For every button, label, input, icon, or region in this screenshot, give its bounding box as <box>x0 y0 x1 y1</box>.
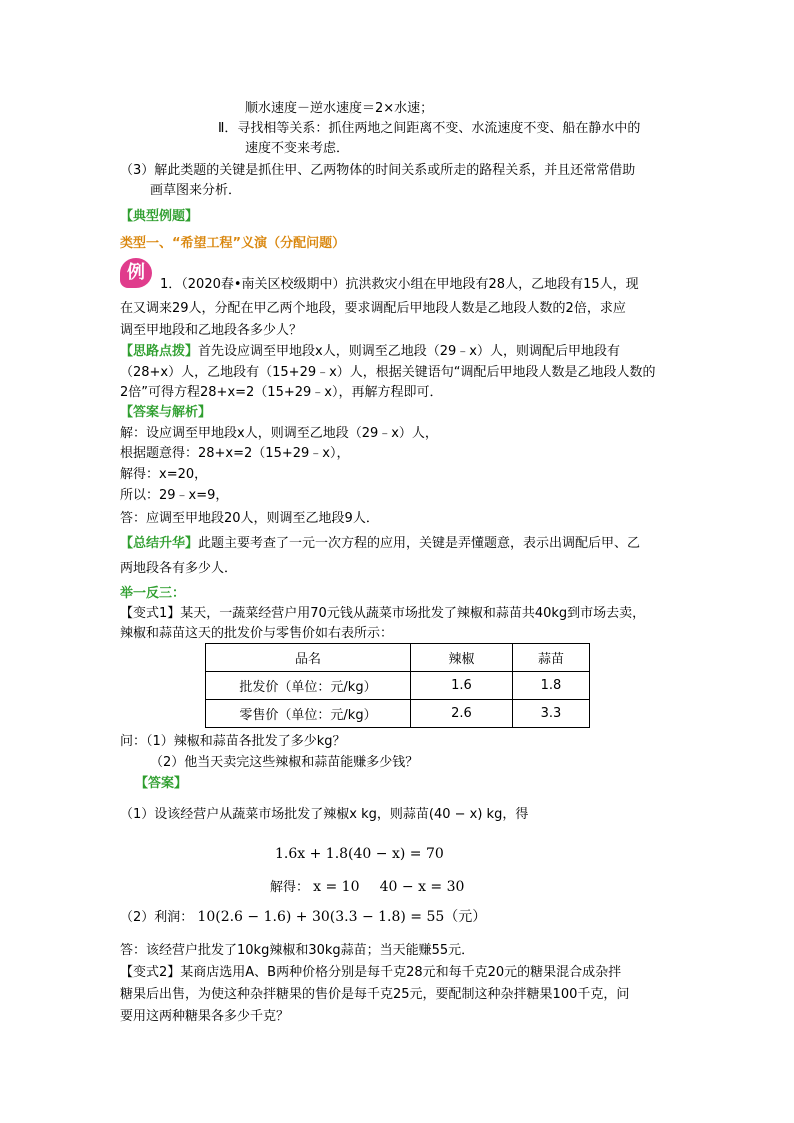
table-cell: 批发价（单位：元/kg） <box>206 672 411 700</box>
solution-line-1: 解：设应调至甲地段x人，则调至乙地段（29﹣x）人， <box>120 426 438 441</box>
variant1-question-2: （2）他当天卖完这些辣椒和蒜苗能赚多少钱？ <box>150 755 419 770</box>
variant1-question-1: 问：（1）辣椒和蒜苗各批发了多少kg？ <box>120 734 346 749</box>
table-cell: 零售价（单位：元/kg） <box>206 700 411 728</box>
table-cell: 1.8 <box>513 672 590 700</box>
summary-label: 【总结升华】 <box>120 536 199 551</box>
example-badge-icon: 例 <box>120 258 152 288</box>
intro-line-1: 顺水速度－逆水速度＝2×水速； <box>245 101 434 116</box>
section-title: 【典型例题】 <box>120 209 199 224</box>
table-header-cell: 蒜苗 <box>513 644 590 672</box>
hint-paragraph <box>120 343 620 361</box>
equation-2-x: x = 10 <box>313 879 360 895</box>
summary-line-1: 此题主要考查了一元一次方程的应用，关键是弄懂题意，表示出调配后甲、乙 <box>198 536 641 551</box>
intro-line-3: 速度不变来考虑． <box>245 141 350 156</box>
table-header-cell: 辣椒 <box>411 644 513 672</box>
equation-2-rest: 40 − x = 30 <box>379 879 465 895</box>
variant1-line-2: 辣椒和蒜苗这天的批发价与零售价如右表所示： <box>120 626 394 641</box>
table-cell: 1.6 <box>411 672 513 700</box>
variant2-line-1: 【变式2】某商店选用A、B两种价格分别是每千克28元和每千克20元的糖果混合成杂拌 <box>120 965 622 980</box>
summary-line-2: 两地段各有多少人． <box>120 561 238 576</box>
solution-line-2: 根据题意得：28+x=2（15+29﹣x）， <box>120 446 350 461</box>
table-cell: 3.3 <box>513 700 590 728</box>
hint-line-3: 2倍”可得方程28+x=2（15+29﹣x），再解方程即可． <box>120 385 443 400</box>
summary-paragraph <box>120 535 640 553</box>
table-header-cell: 品名 <box>206 644 411 672</box>
answer-label: 【答案与解析】 <box>120 405 212 420</box>
table-row <box>206 672 590 700</box>
example-line-1: 1．（2020春•南关区校级期中）抗洪救灾小组在甲地段有28人，乙地段有15人，现 <box>160 277 639 292</box>
example-line-3: 调至甲地段和乙地段各多少人？ <box>120 323 303 338</box>
hint-line-2: （28+x）人，乙地段有（15+29﹣x）人，根据关键语句“调配后甲地段人数是乙地段人数的 <box>120 365 656 380</box>
example-line-2: 在又调来29人，分配在甲乙两个地段，要求调配后甲地段人数是乙地段人数的2倍，求应 <box>120 301 626 316</box>
variant1-final-answer: 答：该经营户批发了10kg辣椒和30kg蒜苗；当天能赚55元． <box>120 943 475 958</box>
intro-line-4: （3）解此类题的关键是抓住甲、乙两物体的时间关系或所走的路程关系，并且还常常借助 <box>120 163 636 178</box>
solution-line-5: 答：应调至甲地段20人，则调至乙地段9人． <box>120 511 379 526</box>
variant1-answer-line-2 <box>120 908 486 927</box>
intro-line-5: 画草图来分析． <box>150 183 242 198</box>
variant1-answer-label: 【答案】 <box>135 776 188 791</box>
hint-label: 【思路点拨】 <box>120 344 199 359</box>
table-cell: 2.6 <box>411 700 513 728</box>
variant-header: 举一反三： <box>120 586 186 601</box>
equation-2-prefix: 解得： <box>270 880 310 895</box>
variant1-line-1: 【变式1】某天，一蔬菜经营户用70元钱从蔬菜市场批发了辣椒和蒜苗共40kg到市场去卖， <box>120 606 646 621</box>
solution-line-3: 解得：x=20， <box>120 467 208 482</box>
variant2-line-3: 要用这两种糖果各多少千克？ <box>120 1009 290 1024</box>
price-table <box>205 643 590 728</box>
variant1-answer-line-1: （1）设该经营户从蔬菜市场批发了辣椒x kg，则蒜苗(40 − x) kg，得 <box>120 807 529 822</box>
hint-line-1: 首先设应调至甲地段x人，则调至乙地段（29﹣x）人，则调配后甲地段有 <box>198 344 620 359</box>
table-row <box>206 700 590 728</box>
table-header-row <box>206 644 590 672</box>
intro-line-2: Ⅱ．寻找相等关系：抓住两地之间距离不变、水流速度不变、船在静水中的 <box>218 121 641 136</box>
equation-1: 1.6x + 1.8(40 − x) = 70 <box>275 846 444 862</box>
profit-prefix: （2）利润： <box>120 910 194 925</box>
profit-expression: 10(2.6 − 1.6) + 30(3.3 − 1.8) = 55（元） <box>197 909 487 925</box>
variant2-line-2: 糖果后出售，为使这种杂拌糖果的售价是每千克25元，要配制这种杂拌糖果100千克，问 <box>120 987 630 1002</box>
solution-line-4: 所以：29﹣x=9， <box>120 488 229 503</box>
equation-2 <box>270 878 464 897</box>
type-title: 类型一、“希望工程”义演（分配问题） <box>120 236 346 251</box>
